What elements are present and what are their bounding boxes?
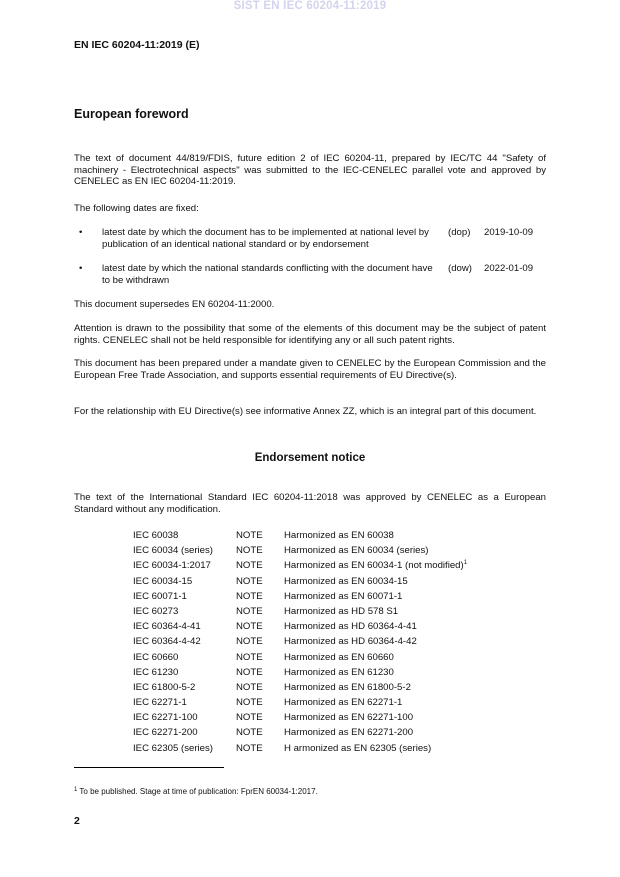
note-label: NOTE (236, 545, 263, 557)
page-number: 2 (74, 815, 80, 827)
harmonized-text: H armonized as EN 62305 (series) (284, 742, 432, 754)
note-label: NOTE (236, 727, 263, 739)
dates-intro: The following dates are fixed: (74, 203, 199, 214)
harmonized-text: Harmonized as EN 62271-200 (284, 727, 414, 739)
list-item (133, 621, 493, 636)
list-item (133, 652, 493, 667)
harmonized-text: Harmonized as EN 62271-100 (284, 712, 414, 724)
date-code: (dow) (448, 263, 472, 274)
list-item (133, 591, 493, 606)
harmonized-text: Harmonized as EN 60038 (284, 530, 394, 541)
document-header: EN IEC 60204-11:2019 (E) (74, 39, 200, 51)
list-item (133, 560, 493, 575)
list-item (133, 697, 493, 712)
standard-id: IEC 62271-1 (133, 697, 187, 709)
list-item (133, 682, 493, 697)
standard-id: IEC 60364-4-41 (133, 621, 201, 633)
note-label: NOTE (236, 742, 263, 754)
standard-id: IEC 62305 (series) (133, 742, 213, 754)
harmonized-text: Harmonized as EN 60071-1 (284, 590, 403, 602)
harmonized-text (284, 560, 467, 571)
footnote-reference: 1 (463, 560, 468, 567)
watermark: SIST EN IEC 60204-11:2019 (233, 0, 387, 12)
endorsement-intro: The text of the International Standard IEC 60204-11:2018 was approved by CENELEC as a European Standard without any modification. (74, 492, 546, 515)
standard-id: IEC 60034-1:2017 (133, 560, 211, 572)
standard-id: IEC 60273 (133, 605, 179, 617)
standard-id: IEC 61230 (133, 666, 179, 678)
note-label: NOTE (236, 697, 263, 709)
note-label: NOTE (236, 636, 263, 648)
list-item (133, 712, 493, 727)
foreword-intro: The text of document 44/819/FDIS, future edition 2 of IEC 60204-11, prepared by IEC/TC 44 "Safety of machinery - Electrotechnical aspects" was submitted to the IEC-CENELEC parallel vote and approved by CENELEC as EN IEC 60204-11:2019. (74, 153, 546, 188)
supersedes-paragraph: This document supersedes EN 60204-11:2000. (74, 299, 275, 310)
harmonized-text: Harmonized as EN 62271-1 (284, 697, 403, 709)
bullet-icon: • (79, 227, 83, 238)
list-item (133, 743, 493, 758)
list-item (133, 530, 493, 545)
note-label: NOTE (236, 712, 263, 724)
list-item (133, 667, 493, 682)
note-label: NOTE (236, 560, 263, 572)
note-label: NOTE (236, 621, 263, 633)
standard-id: IEC 60034 (series) (133, 545, 213, 557)
standard-id: IEC 60660 (133, 651, 179, 663)
footnote-text: To be published. Stage at time of publication: FprEN 60034-1:2017. (77, 787, 318, 796)
list-item (133, 576, 493, 591)
list-item (133, 606, 493, 621)
harmonized-text: Harmonized as HD 60364-4-42 (284, 636, 417, 648)
harmonized-text: Harmonized as EN 60034-15 (284, 575, 408, 587)
harmonized-text-body: Harmonized as EN 60034-1 (not modified) (284, 560, 464, 572)
note-label: NOTE (236, 530, 263, 541)
harmonized-text: Harmonized as HD 578 S1 (284, 605, 399, 617)
relationship-paragraph: For the relationship with EU Directive(s) see informative Annex ZZ, which is an integral part of this document. (74, 406, 537, 417)
footnote (74, 787, 318, 796)
harmonized-text: Harmonized as EN 60034 (series) (284, 545, 429, 557)
standard-id: IEC 62271-200 (133, 727, 198, 739)
patent-paragraph: Attention is drawn to the possibility that some of the elements of this document may be the subject of patent rights. CENELEC shall not be held responsible for identifying any or all such patent rights. (74, 323, 546, 346)
standard-id: IEC 62271-100 (133, 712, 198, 724)
date-value: 2019-10-09 (484, 227, 534, 238)
harmonized-text: Harmonized as EN 60660 (284, 651, 394, 663)
harmonized-text: Harmonized as EN 61800-5-2 (284, 681, 411, 693)
endorsement-title: Endorsement notice (254, 452, 366, 464)
foreword-title: European foreword (74, 107, 189, 121)
date-code: (dop) (448, 227, 471, 238)
standard-id: IEC 60034-15 (133, 575, 193, 587)
note-label: NOTE (236, 605, 263, 617)
standard-id: IEC 61800-5-2 (133, 681, 196, 693)
note-label: NOTE (236, 681, 263, 693)
mandate-paragraph: This document has been prepared under a mandate given to CENELEC by the European Commission and the European Free Trade Association, and supports essential requirements of EU Directive(s). (74, 358, 546, 381)
date-value: 2022-01-09 (484, 263, 534, 274)
note-label: NOTE (236, 575, 263, 587)
list-item (133, 545, 493, 560)
bullet-icon: • (79, 263, 83, 274)
note-label: NOTE (236, 651, 263, 663)
note-label: NOTE (236, 590, 263, 602)
note-label: NOTE (236, 666, 263, 678)
harmonized-standards-list (133, 530, 493, 758)
harmonized-text: Harmonized as EN 61230 (284, 666, 394, 678)
footnote-mark: 1 (74, 787, 78, 793)
harmonized-text: Harmonized as HD 60364-4-41 (284, 621, 417, 633)
standard-id: IEC 60071-1 (133, 590, 187, 602)
standard-id: IEC 60038 (133, 530, 179, 541)
list-item (133, 636, 493, 651)
date-description: latest date by which the national standards conflicting with the document have to be withdrawn (102, 263, 433, 286)
footnote-divider (74, 767, 224, 768)
list-item (133, 727, 493, 742)
standard-id: IEC 60364-4-42 (133, 636, 201, 648)
date-description: latest date by which the document has to be implemented at national level by publication of an identical national standard or by endorsement (102, 227, 429, 250)
